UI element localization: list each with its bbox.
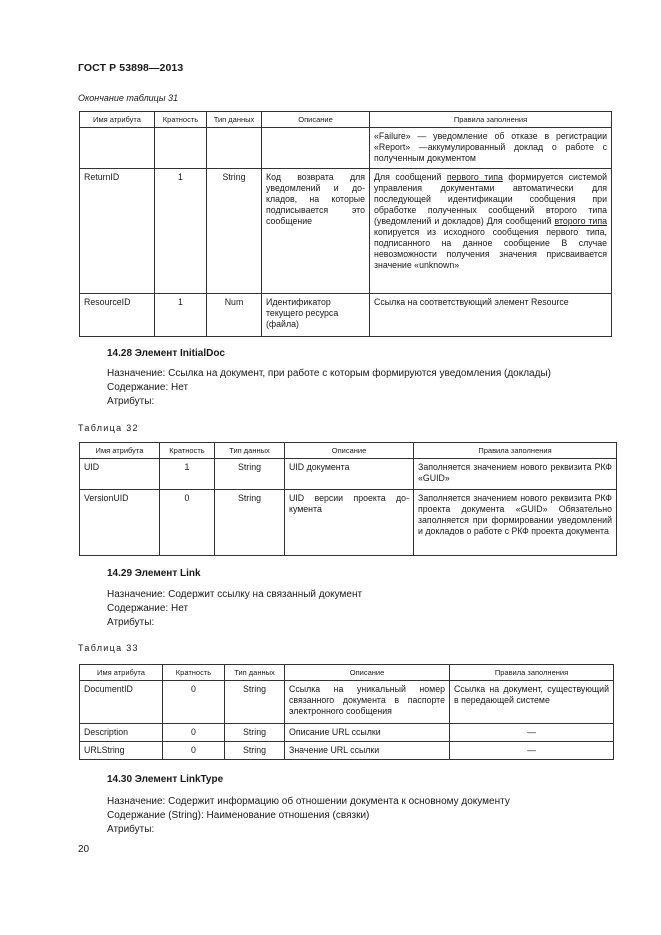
table-cell-type: String bbox=[207, 169, 262, 294]
column-header: Тип данных bbox=[207, 112, 262, 128]
table-cell-name: VersionUID bbox=[80, 490, 160, 556]
document-header: ГОСТ Р 53898—2013 bbox=[78, 62, 184, 74]
table-row bbox=[80, 128, 612, 169]
paragraph: Содержание: Нет bbox=[107, 603, 189, 614]
underlined-term: второго типа bbox=[554, 216, 607, 227]
table-cell-name: ResourceID bbox=[80, 294, 155, 337]
table-cell-name: URLString bbox=[80, 742, 163, 760]
column-header: Правила заполнения bbox=[450, 665, 614, 681]
table-31-caption: Окончание таблицы 31 bbox=[78, 93, 178, 103]
paragraph: Назначение: Ссылка на документ, при работе с которым формируются уведомления (доклады) bbox=[107, 368, 551, 379]
column-header: Правила заполнения bbox=[414, 443, 617, 459]
column-header: Имя атрибута bbox=[80, 112, 155, 128]
table-cell-mult: 1 bbox=[160, 459, 215, 490]
table-cell-type: Num bbox=[207, 294, 262, 337]
paragraph: Атрибуты: bbox=[107, 396, 155, 407]
column-header: Описание bbox=[285, 443, 414, 459]
table-cell-desc: Ссылка на уникальный номер связанного документа в паспорте электронного сообщения bbox=[285, 681, 450, 724]
table-row bbox=[80, 742, 614, 760]
table-cell-rule: Заполняется значением нового реквизита РКФ проекта документа «GUID» Обязательно заполняется при формировании уведомлений и докладов о работе с РКФ проекта документа bbox=[414, 490, 617, 556]
paragraph: Атрибуты: bbox=[107, 617, 155, 628]
table-header-row bbox=[80, 112, 612, 128]
table-cell-desc: UID версии проекта документа bbox=[285, 490, 414, 556]
paragraph: Содержание (String): Наименование отношения (связки) bbox=[107, 810, 370, 821]
table-cell-rule: Ссылка на соответствующий элемент Resource bbox=[370, 294, 612, 337]
table-cell-type: String bbox=[225, 681, 285, 724]
table-cell-rule: — bbox=[450, 742, 614, 760]
table-row bbox=[80, 490, 617, 556]
column-header: Кратность bbox=[155, 112, 207, 128]
section-title: 14.29 Элемент Link bbox=[107, 568, 201, 579]
column-header: Описание bbox=[262, 112, 370, 128]
table-row bbox=[80, 294, 612, 337]
page-number: 20 bbox=[78, 844, 90, 855]
table-header-row bbox=[80, 665, 614, 681]
table-32 bbox=[79, 442, 617, 556]
column-header: Тип данных bbox=[215, 443, 285, 459]
section-title: 14.28 Элемент InitialDoc bbox=[107, 348, 225, 359]
table-cell-name: ReturnID bbox=[80, 169, 155, 294]
table-row bbox=[80, 459, 617, 490]
table-32-caption: Таблица 32 bbox=[78, 423, 139, 433]
column-header: Кратность bbox=[163, 665, 225, 681]
table-cell-name: UID bbox=[80, 459, 160, 490]
table-cell-type: String bbox=[215, 459, 285, 490]
table-cell-desc: Значение URL ссылки bbox=[285, 742, 450, 760]
table-cell-desc: Код возврата для уведомлений и докладов, на которые подписывается это сообщение bbox=[262, 169, 370, 294]
column-header: Имя атрибута bbox=[80, 443, 160, 459]
table-cell-name: DocumentID bbox=[80, 681, 163, 724]
table-cell-rule: Для сообщений первого типа формируется системой управления документами автоматически для последующей идентификации сообщения при обработке полученных сообщений второго типа (уведомлений и докладов) Для сообщений второго типа копируется из исходного сообщения первого типа, подписанного на данное сообщение В случае невозможности получения значения присваивается значение «unknown» bbox=[370, 169, 612, 294]
table-cell-mult: 0 bbox=[163, 724, 225, 742]
column-header: Тип данных bbox=[225, 665, 285, 681]
paragraph: Содержание: Нет bbox=[107, 382, 189, 393]
table-cell-mult: 0 bbox=[160, 490, 215, 556]
table-cell-mult: 1 bbox=[155, 294, 207, 337]
table-cell-rule: — bbox=[450, 724, 614, 742]
table-cell-rule: «Failure» — уведомление об отказе в регистрации «Report» —аккумулированный доклад о работе с полученным документом bbox=[370, 128, 612, 169]
column-header: Описание bbox=[285, 665, 450, 681]
table-cell-type: String bbox=[225, 724, 285, 742]
table-cell-mult: 0 bbox=[163, 742, 225, 760]
underlined-term: первого типа bbox=[446, 172, 503, 183]
table-cell-desc: UID документа bbox=[285, 459, 414, 490]
paragraph: Назначение: Содержит ссылку на связанный документ bbox=[107, 589, 363, 600]
table-cell-mult: 0 bbox=[163, 681, 225, 724]
table-31 bbox=[79, 111, 612, 337]
table-33 bbox=[79, 664, 614, 760]
table-cell-name: Description bbox=[80, 724, 163, 742]
table-row bbox=[80, 169, 612, 294]
table-row bbox=[80, 681, 614, 724]
column-header: Имя атрибута bbox=[80, 665, 163, 681]
column-header: Правила заполнения bbox=[370, 112, 612, 128]
table-cell-type: String bbox=[225, 742, 285, 760]
table-33-caption: Таблица 33 bbox=[78, 643, 139, 653]
section-title: 14.30 Элемент LinkType bbox=[107, 774, 224, 785]
table-cell-rule: Заполняется значением нового реквизита РКФ «GUID» bbox=[414, 459, 617, 490]
paragraph: Атрибуты: bbox=[107, 824, 155, 835]
table-cell-desc: Идентификатор текущего ресурса (файла) bbox=[262, 294, 370, 337]
table-cell-rule: Ссылка на документ, существующий в передающей системе bbox=[450, 681, 614, 724]
paragraph: Назначение: Содержит информацию об отношении документа к основному документу bbox=[107, 796, 510, 807]
table-row bbox=[80, 724, 614, 742]
table-cell-type: String bbox=[215, 490, 285, 556]
table-header-row bbox=[80, 443, 617, 459]
table-cell-desc: Описание URL ссылки bbox=[285, 724, 450, 742]
column-header: Кратность bbox=[160, 443, 215, 459]
table-cell-mult: 1 bbox=[155, 169, 207, 294]
